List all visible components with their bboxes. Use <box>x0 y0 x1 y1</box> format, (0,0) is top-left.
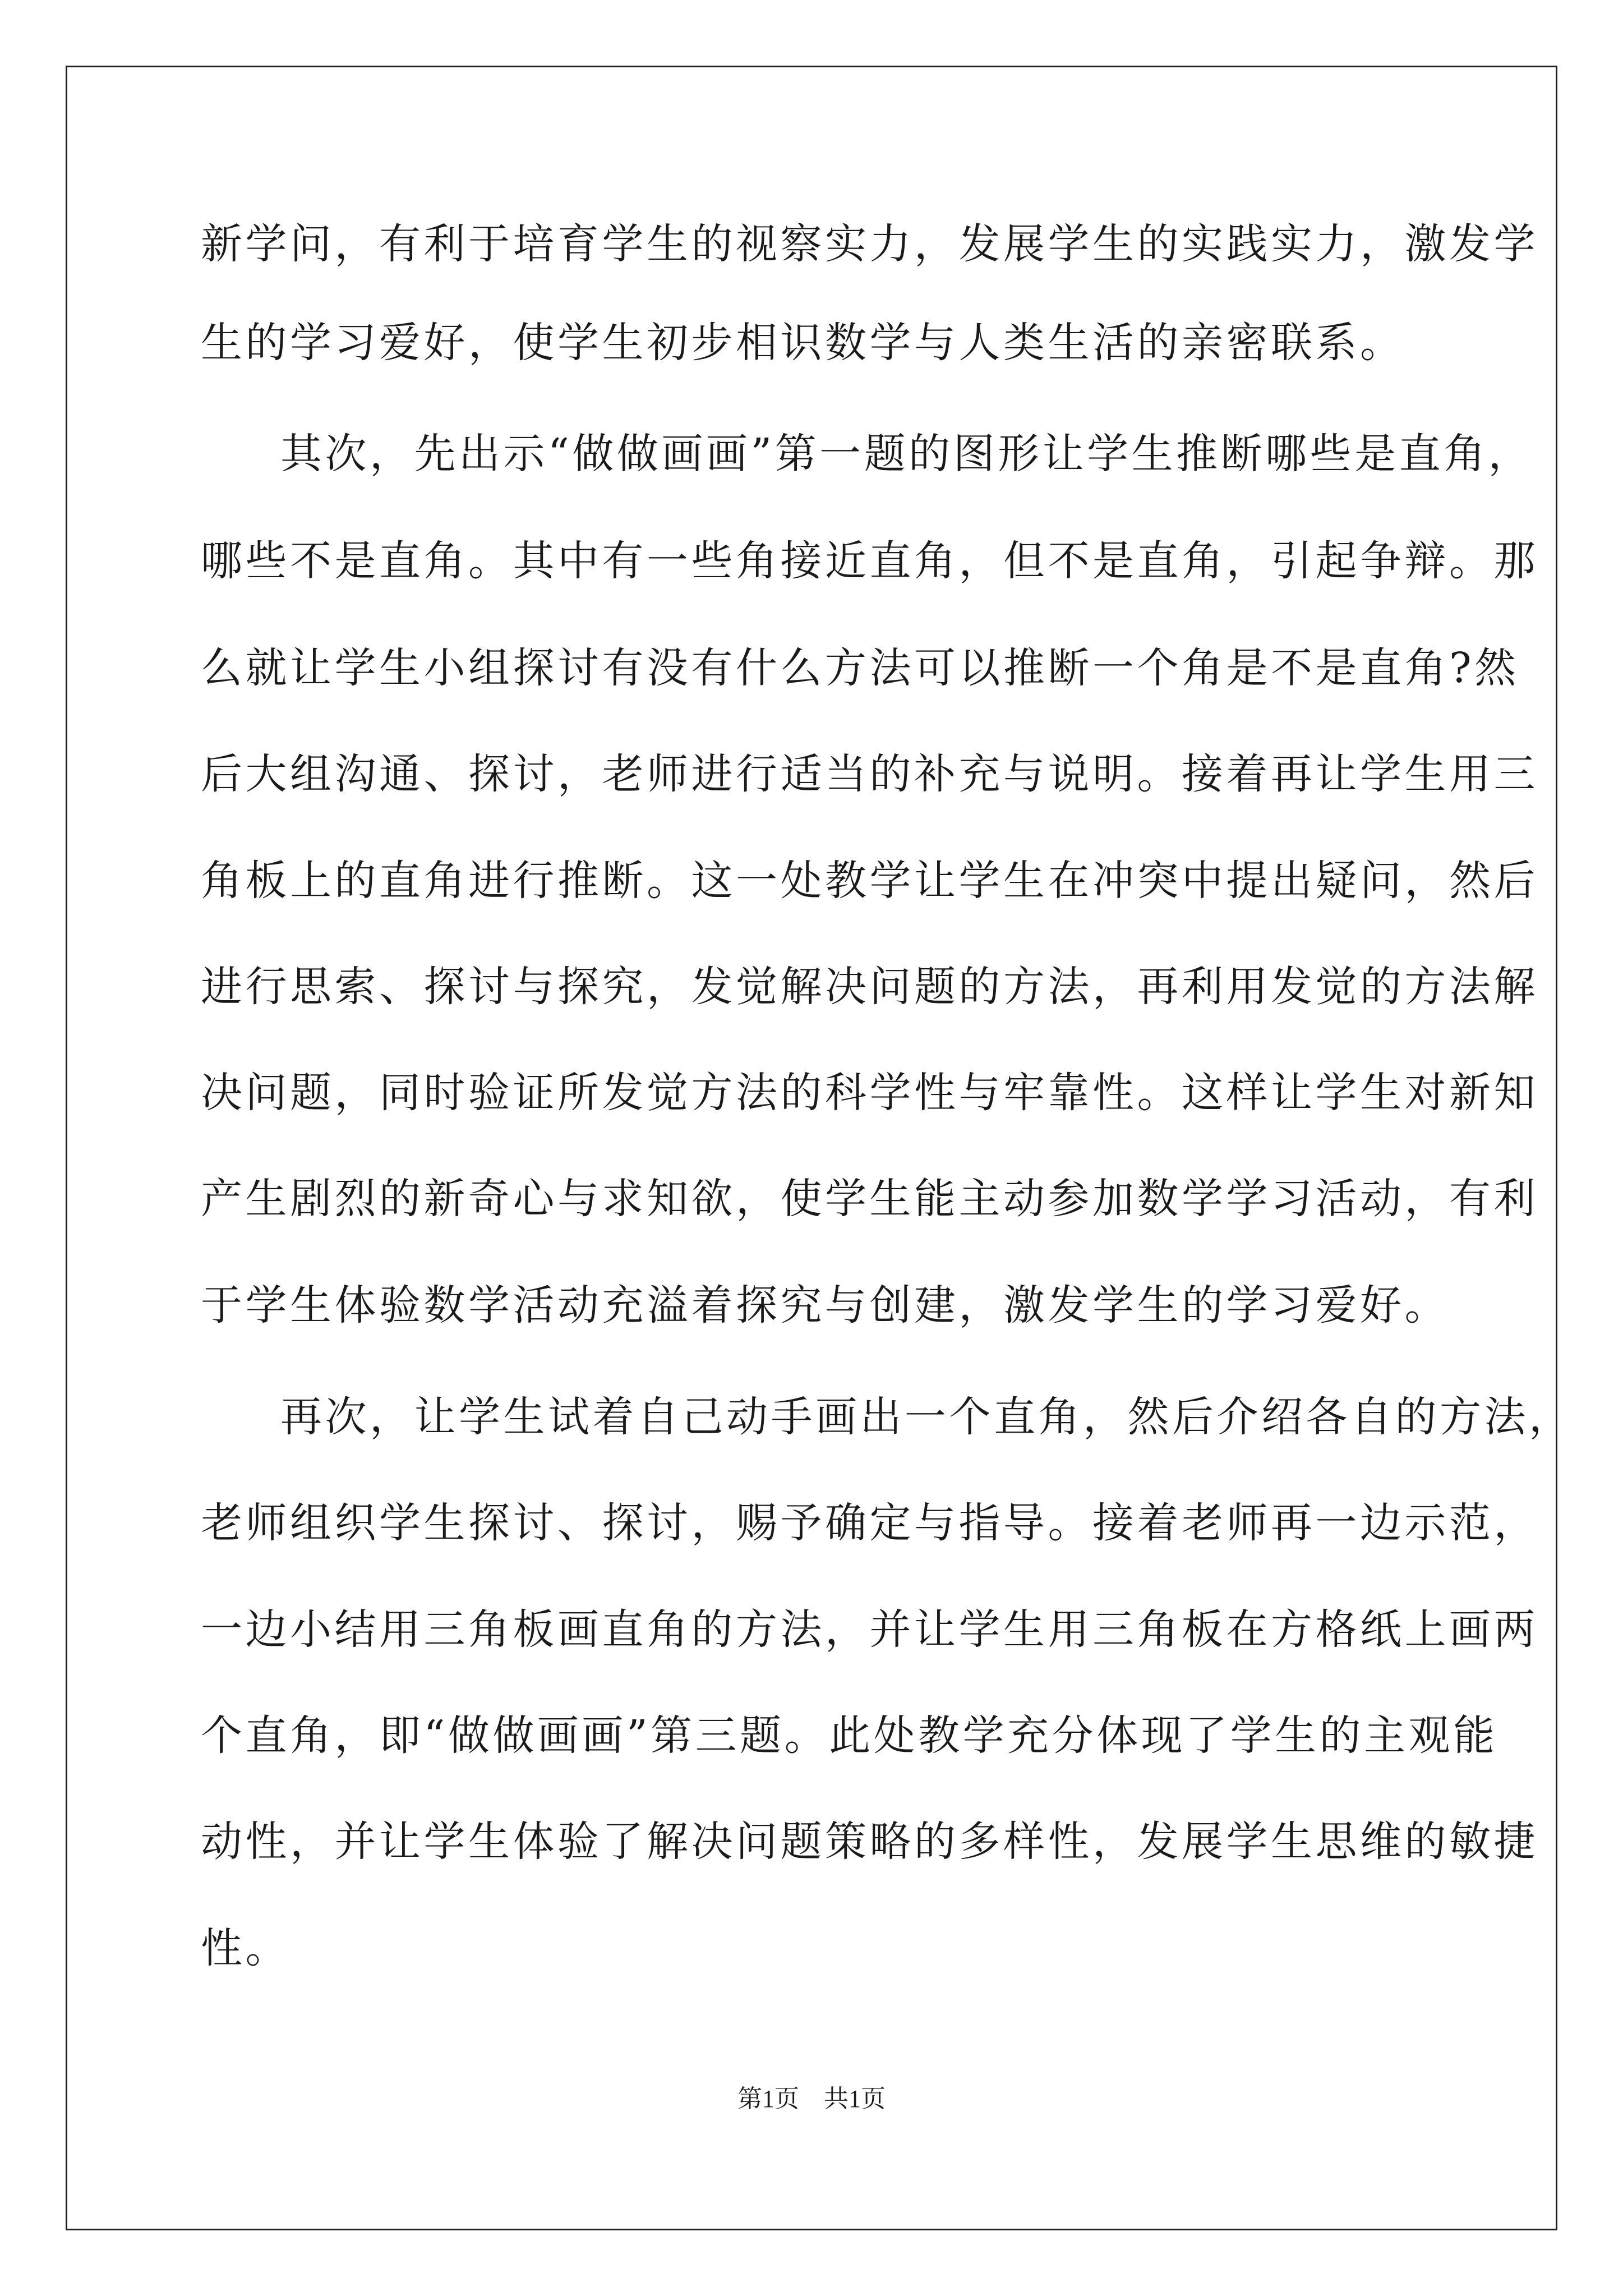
text-line-15: 个直角，即“做做画画”第三题。此处教学充分体现了学生的主观能 <box>201 1711 1498 1760</box>
text-line-14: 一边小结用三角板画直角的方法，并让学生用三角板在方格纸上画两 <box>201 1605 1538 1654</box>
paragraph-2-line-1: 其次，先出示“做做画画”第一题的图形让学生推断哪些是直角， <box>280 430 1533 478</box>
text-line-7: 角板上的直角进行推断。这一处教学让学生在冲突中提出疑问，然后 <box>201 857 1538 905</box>
text-line-9: 决问题，同时验证所发觉方法的科学性与牢靠性。这样让学生对新知 <box>201 1069 1538 1117</box>
page-number: 第1页 <box>737 2085 799 2113</box>
page-border <box>66 66 1557 2230</box>
text-line-16: 动性，并让学生体验了解决问题策略的多样性，发展学生思维的敏捷 <box>201 1818 1538 1866</box>
page-total: 共1页 <box>824 2085 886 2113</box>
text-line-6: 后大组沟通、探讨，老师进行适当的补充与说明。接着再让学生用三 <box>201 750 1538 798</box>
text-line-2: 生的学习爱好，使学生初步相识数学与人类生活的亲密联系。 <box>201 319 1405 367</box>
text-line-13: 老师组织学生探讨、探讨，赐予确定与指导。接着老师再一边示范， <box>201 1499 1538 1547</box>
text-line-5: 么就让学生小组探讨有没有什么方法可以推断一个角是不是直角?然 <box>201 644 1519 692</box>
text-line-10: 产生剧烈的新奇心与求知欲，使学生能主动参加数学学习活动，有利 <box>201 1175 1538 1223</box>
text-line-1: 新学问，有利于培育学生的视察实力，发展学生的实践实力，激发学 <box>201 220 1538 268</box>
text-line-8: 进行思索、探讨与探究，发觉解决问题的方法，再利用发觉的方法解 <box>201 963 1538 1011</box>
page-footer <box>0 2078 1623 2114</box>
text-line-17: 性。 <box>201 1924 290 1972</box>
text-line-4: 哪些不是直角。其中有一些角接近直角，但不是直角，引起争辩。那 <box>201 537 1538 585</box>
paragraph-3-line-1: 再次，让学生试着自己动手画出一个直角，然后介绍各自的方法， <box>280 1393 1574 1441</box>
text-line-11: 于学生体验数学活动充溢着探究与创建，激发学生的学习爱好。 <box>201 1281 1449 1329</box>
